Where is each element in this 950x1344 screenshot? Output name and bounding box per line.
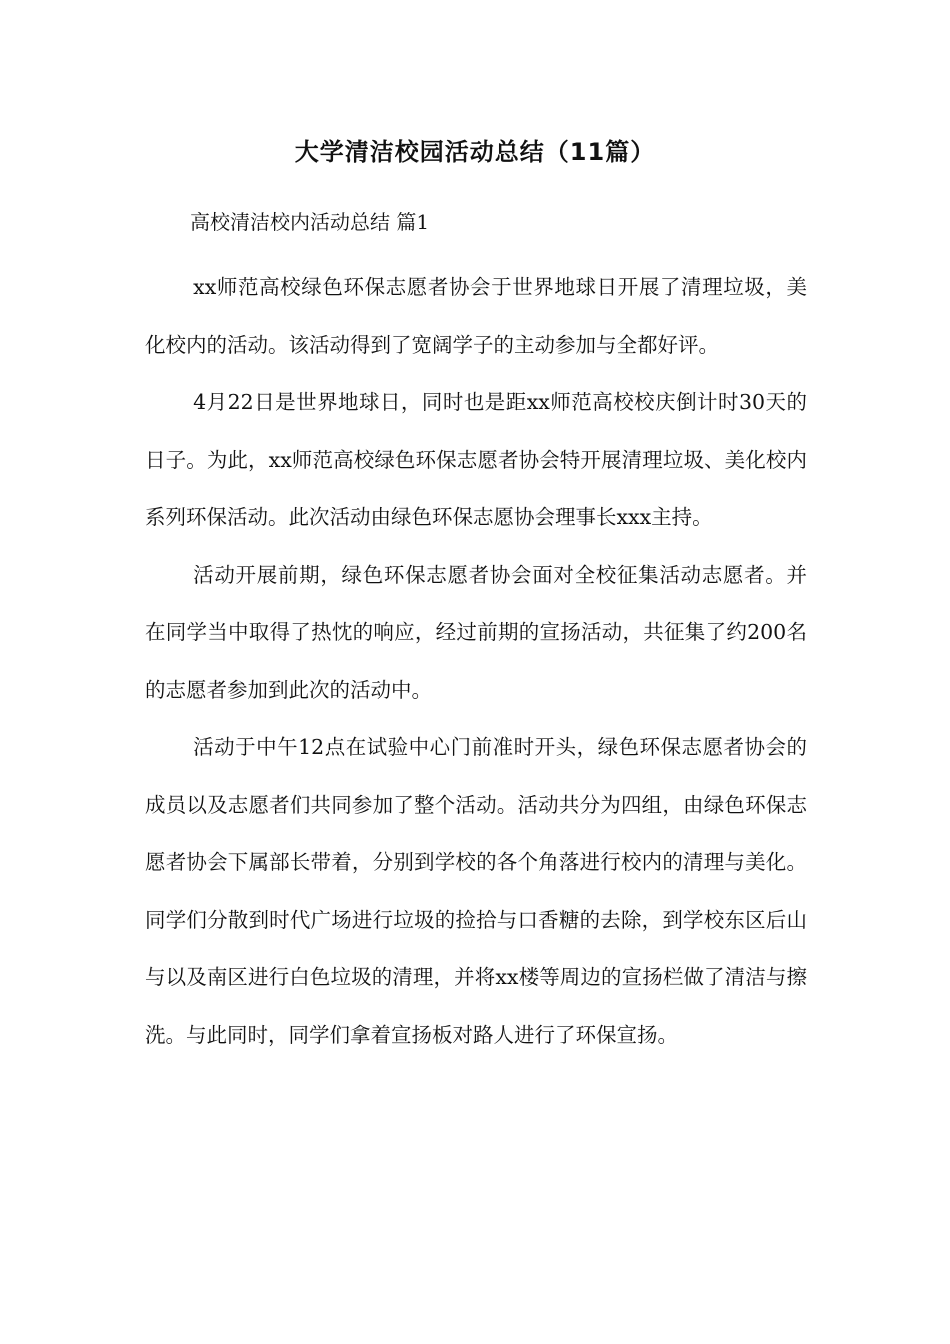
document-title: 大学清洁校园活动总结（11篇） (294, 138, 656, 166)
paragraph-3: 活动开展前期，绿色环保志愿者协会面对全校征集活动志愿者。并在同学当中取得了热忱的响应，经过前期的宣扬活动，共征集了约200名的志愿者参加到此次的活动中。 (145, 562, 807, 702)
paragraph-1: xx师范高校绿色环保志愿者协会于世界地球日开展了清理垃圾，美化校内的活动。该活动得到了宽阔学子的主动参加与全都好评。 (145, 275, 807, 357)
section-heading: 高校清洁校内活动总结 篇1 (190, 210, 430, 234)
paragraph-2: 4月22日是世界地球日，同时也是距xx师范高校校庆倒计时30天的日子。为此，xx师范高校绿色环保志愿者协会特开展清理垃圾、美化校内系列环保活动。此次活动由绿色环保志愿协会理事长xxx主持。 (145, 390, 807, 529)
document-body (145, 259, 807, 1064)
paragraph-4: 活动于中午12点在试验中心门前准时开头，绿色环保志愿者协会的成员以及志愿者们共同参加了整个活动。活动共分为四组，由绿色环保志愿者协会下属部长带着，分别到学校的各个角落进行校内的清理与美化。同学们分散到时代广场进行垃圾的捡拾与口香糖的去除，到学校东区后山与以及南区进行白色垃圾的清理，并将xx楼等周边的宣扬栏做了清洁与擦洗。与此同时，同学们拿着宣扬板对路人进行了环保宣扬。 (145, 735, 807, 1047)
